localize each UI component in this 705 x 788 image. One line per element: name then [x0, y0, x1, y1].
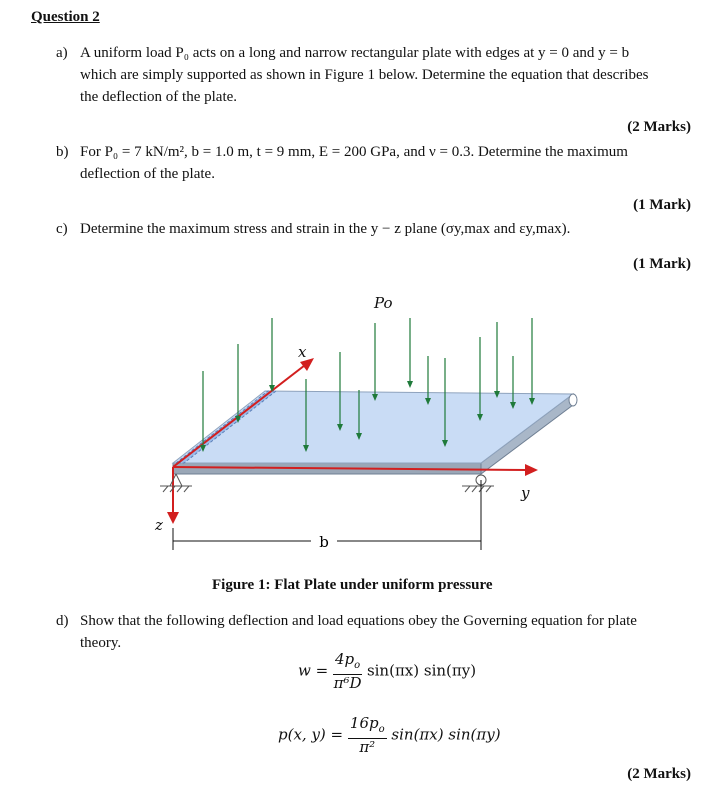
part-d-label: d) — [56, 613, 69, 629]
figure-caption: Figure 1: Flat Plate under uniform pressure — [212, 577, 493, 593]
part-a-label: a) — [56, 45, 68, 61]
z-axis-label: z — [155, 516, 163, 534]
part-d-text — [80, 610, 637, 654]
y-axis-arrowhead — [525, 464, 538, 476]
equation-w-fraction — [333, 651, 362, 692]
equation-p-fraction — [348, 715, 387, 756]
x-axis-label: x — [298, 343, 307, 361]
part-b-line2: deflection of the plate. — [80, 166, 215, 182]
left-support-hatch — [160, 474, 192, 492]
part-c-line1: Determine the maximum stress and strain in the y − z plane (σy,max and εy,max). — [80, 221, 571, 237]
equation-p-denominator: π² — [359, 738, 376, 756]
part-a-line3: the deflection of the plate. — [80, 89, 238, 105]
part-c-marks: (1 Mark) — [633, 256, 691, 272]
part-d-marks: (2 Marks) — [627, 766, 691, 782]
part-d-line2: theory. — [80, 635, 122, 651]
equation-p-numerator: $16p_o$ — [348, 715, 387, 739]
part-b-marks: (1 Mark) — [633, 197, 691, 213]
equation-w-denominator: π⁶D — [333, 674, 362, 692]
part-a-line2: which are simply supported as shown in Figure 1 below. Determine the equation that describes — [80, 67, 649, 83]
equation-w — [298, 651, 476, 692]
part-c-label: c) — [56, 221, 68, 237]
load-label: Po — [374, 294, 393, 312]
right-support-hatch — [462, 475, 494, 492]
part-b-line1: For P₀ = 7 kN/m², b = 1.0 m, t = 9 mm, E = 200 GPa, and ν = 0.3. Determine the maximum — [80, 144, 628, 160]
part-d-line1: Show that the following deflection and load equations obey the Governing equation for plate — [80, 613, 637, 629]
y-axis-label: y — [521, 484, 530, 502]
part-b-label: b) — [56, 144, 69, 160]
equation-p-rhs: sin(πx) sin(πy) — [391, 725, 501, 744]
load-arrow-head — [407, 381, 413, 388]
equation-w-rhs: sin(πx) sin(πy) — [366, 661, 477, 680]
equation-w-numerator: $4p_o$ — [333, 651, 362, 675]
part-a-marks: (2 Marks) — [627, 119, 691, 135]
plate-figure — [140, 288, 590, 558]
equation-p-lhs: p(x, y) = — [278, 725, 344, 744]
part-a-text — [80, 42, 648, 108]
part-a-line1: A uniform load P₀ acts on a long and narrow rectangular plate with edges at y = 0 and y = b — [80, 45, 630, 61]
equation-w-lhs: w = — [298, 661, 329, 680]
b-dimension-label: b — [319, 533, 329, 551]
question-title: Question 2 — [31, 9, 100, 25]
equation-p — [278, 715, 501, 756]
right-roller — [569, 394, 577, 406]
part-b-text — [80, 141, 628, 185]
z-axis-arrowhead — [167, 512, 179, 524]
